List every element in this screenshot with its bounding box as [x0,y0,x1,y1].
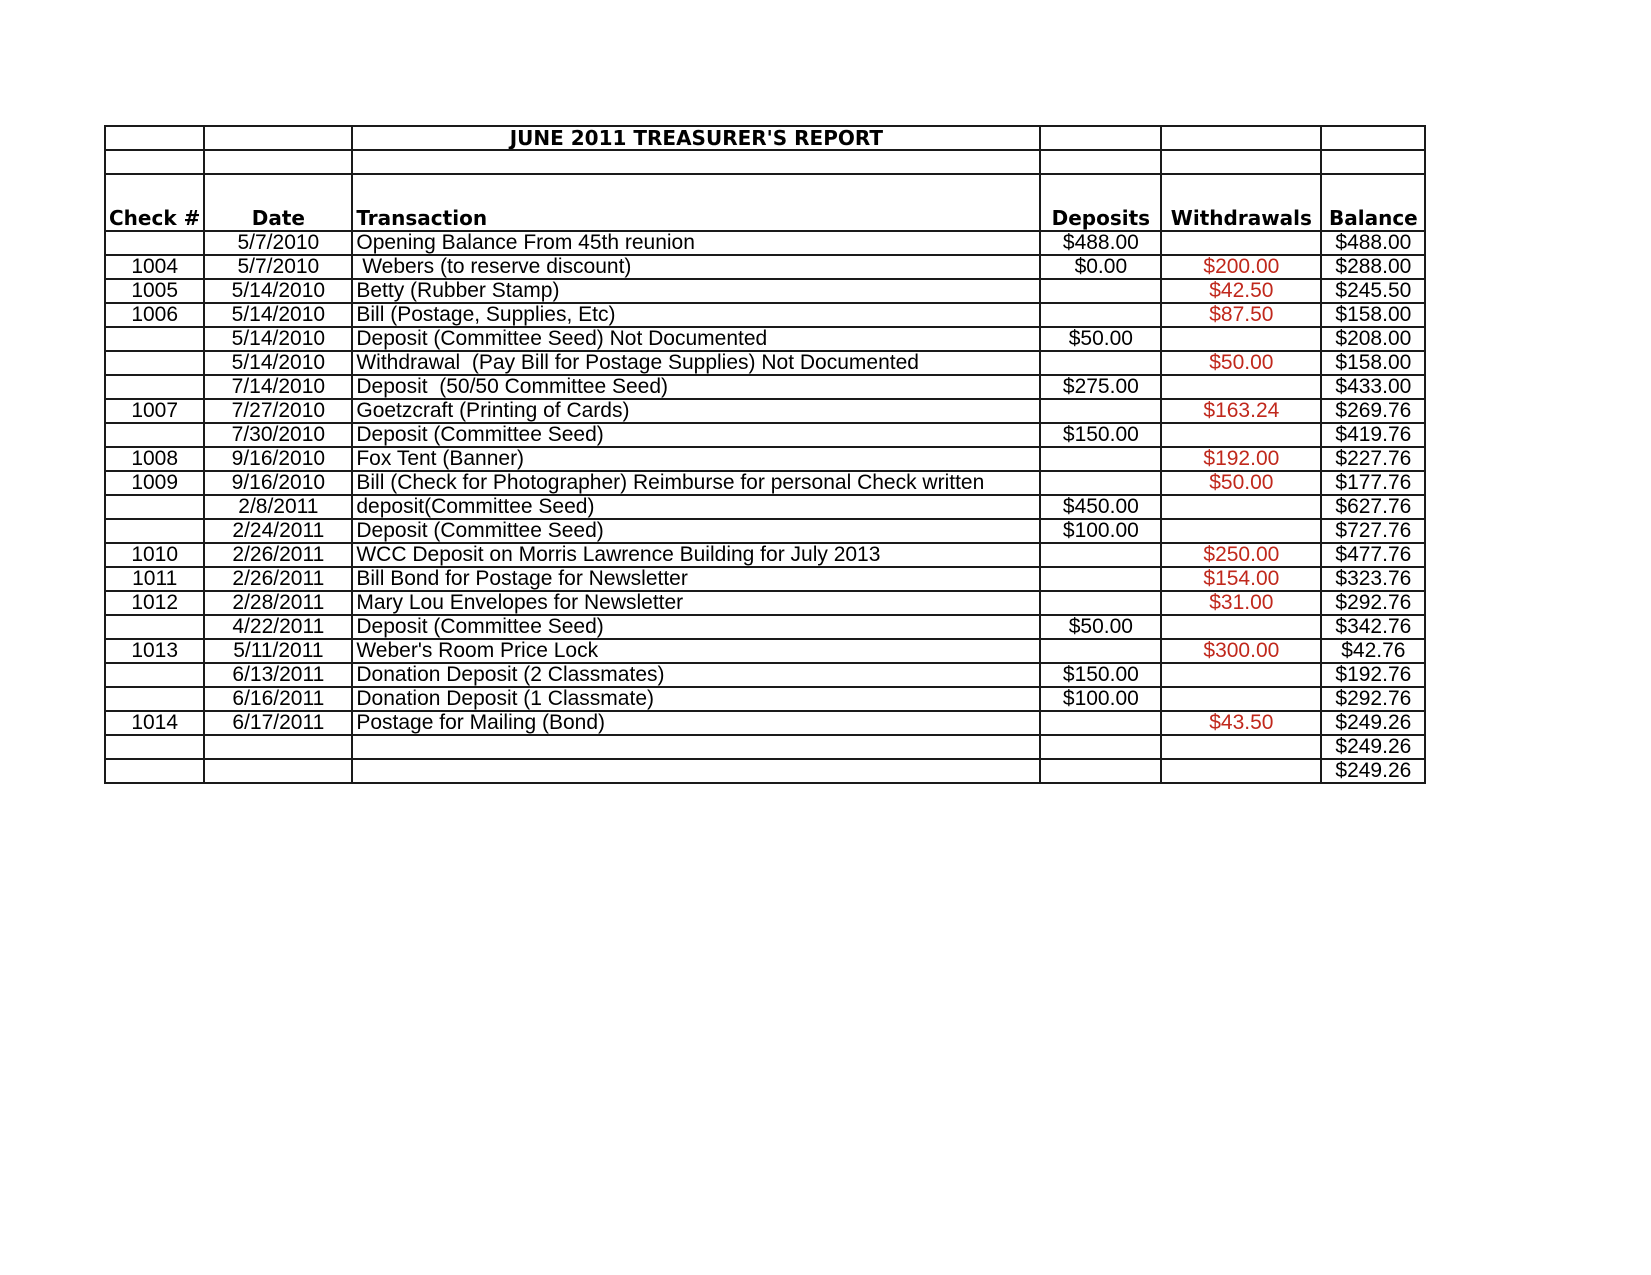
check-number-cell: 1004 [105,255,204,279]
date-cell: 5/14/2010 [204,351,352,375]
deposit-cell [1040,711,1161,735]
check-number-cell [105,423,204,447]
withdrawal-cell [1161,495,1321,519]
withdrawal-cell: $192.00 [1161,447,1321,471]
table-row [105,231,1425,255]
withdrawal-cell [1161,615,1321,639]
withdrawal-cell: $250.00 [1161,543,1321,567]
deposit-cell [1040,567,1161,591]
balance-cell: $292.76 [1321,687,1425,711]
table-row [105,423,1425,447]
withdrawal-cell: $31.00 [1161,591,1321,615]
check-number-cell: 1006 [105,303,204,327]
transaction-cell: Deposit (50/50 Committee Seed) [352,375,1040,399]
deposit-cell [1040,591,1161,615]
table-row [105,399,1425,423]
deposit-cell [1040,399,1161,423]
check-number-cell [105,231,204,255]
withdrawal-cell: $43.50 [1161,711,1321,735]
deposit-cell: $275.00 [1040,375,1161,399]
transaction-cell: deposit(Committee Seed) [352,495,1040,519]
deposit-cell [1040,351,1161,375]
blank-cell [352,150,1040,174]
deposit-cell [1040,471,1161,495]
check-number-cell [105,687,204,711]
withdrawal-cell: $300.00 [1161,639,1321,663]
date-cell: 6/16/2011 [204,687,352,711]
date-cell: 5/7/2010 [204,255,352,279]
balance-cell: $227.76 [1321,447,1425,471]
table-row [105,375,1425,399]
balance-cell: $288.00 [1321,255,1425,279]
table-row [105,615,1425,639]
blank-cell [204,150,352,174]
withdrawal-cell [1161,735,1321,759]
transaction-cell: Bill (Postage, Supplies, Etc) [352,303,1040,327]
balance-cell: $192.76 [1321,663,1425,687]
balance-cell: $433.00 [1321,375,1425,399]
check-number-cell: 1005 [105,279,204,303]
check-number-cell [105,735,204,759]
balance-cell: $177.76 [1321,471,1425,495]
withdrawal-cell: $163.24 [1161,399,1321,423]
withdrawal-cell [1161,231,1321,255]
transaction-cell: Mary Lou Envelopes for Newsletter [352,591,1040,615]
withdrawal-cell [1161,423,1321,447]
table-row [105,327,1425,351]
blank-cell [1161,150,1321,174]
table-row [105,711,1425,735]
header-row [105,174,1425,231]
balance-cell: $488.00 [1321,231,1425,255]
table-row [105,519,1425,543]
deposit-cell: $150.00 [1040,663,1161,687]
report-body [105,126,1425,783]
withdrawal-cell: $42.50 [1161,279,1321,303]
deposit-cell: $100.00 [1040,519,1161,543]
transaction-cell: Deposit (Committee Seed) [352,423,1040,447]
balance-cell: $42.76 [1321,639,1425,663]
check-number-cell [105,351,204,375]
blank-cell [105,150,204,174]
date-cell: 5/7/2010 [204,231,352,255]
balance-cell: $727.76 [1321,519,1425,543]
deposit-cell: $100.00 [1040,687,1161,711]
transaction-cell: WCC Deposit on Morris Lawrence Building for July 2013 [352,543,1040,567]
table-row [105,663,1425,687]
check-number-cell: 1012 [105,591,204,615]
deposit-cell: $50.00 [1040,615,1161,639]
check-number-cell: 1010 [105,543,204,567]
withdrawal-cell [1161,687,1321,711]
balance-cell: $477.76 [1321,543,1425,567]
title-row [105,126,1425,150]
check-number-cell: 1008 [105,447,204,471]
check-number-cell: 1011 [105,567,204,591]
transaction-cell: Deposit (Committee Seed) [352,615,1040,639]
deposit-cell [1040,759,1161,783]
date-cell: 2/24/2011 [204,519,352,543]
date-cell: 6/13/2011 [204,663,352,687]
deposit-cell: $150.00 [1040,423,1161,447]
check-number-cell [105,615,204,639]
table-row [105,687,1425,711]
deposit-cell [1040,303,1161,327]
title-spacer-cell [204,126,352,150]
transaction-cell: Betty (Rubber Stamp) [352,279,1040,303]
date-cell: 2/28/2011 [204,591,352,615]
deposit-cell [1040,279,1161,303]
check-number-cell: 1014 [105,711,204,735]
transaction-cell: Weber's Room Price Lock [352,639,1040,663]
deposit-cell: $0.00 [1040,255,1161,279]
withdrawal-cell [1161,663,1321,687]
transaction-cell: Donation Deposit (2 Classmates) [352,663,1040,687]
transaction-cell: Postage for Mailing (Bond) [352,711,1040,735]
table-row [105,735,1425,759]
header-date: Date [204,174,352,231]
date-cell: 7/30/2010 [204,423,352,447]
transaction-cell: Donation Deposit (1 Classmate) [352,687,1040,711]
check-number-cell [105,495,204,519]
withdrawal-cell: $154.00 [1161,567,1321,591]
transaction-cell: Bill (Check for Photographer) Reimburse for personal Check written [352,471,1040,495]
table-row [105,759,1425,783]
date-cell: 5/11/2011 [204,639,352,663]
date-cell [204,759,352,783]
title-spacer-cell [105,126,204,150]
check-number-cell [105,519,204,543]
transaction-cell: Opening Balance From 45th reunion [352,231,1040,255]
check-number-cell [105,759,204,783]
transaction-cell: Withdrawal (Pay Bill for Postage Supplies) Not Documented [352,351,1040,375]
balance-cell: $342.76 [1321,615,1425,639]
balance-cell: $158.00 [1321,351,1425,375]
date-cell [204,735,352,759]
date-cell: 4/22/2011 [204,615,352,639]
withdrawal-cell [1161,759,1321,783]
table-row [105,591,1425,615]
treasurer-report-table [104,125,1426,784]
header-balance: Balance [1321,174,1425,231]
deposit-cell: $450.00 [1040,495,1161,519]
transaction-cell: Deposit (Committee Seed) Not Documented [352,327,1040,351]
date-cell: 9/16/2010 [204,447,352,471]
transaction-cell: Webers (to reserve discount) [352,255,1040,279]
transaction-cell: Fox Tent (Banner) [352,447,1040,471]
deposit-cell: $50.00 [1040,327,1161,351]
header-transaction: Transaction [352,174,1040,231]
withdrawal-cell [1161,375,1321,399]
blank-cell [1321,150,1425,174]
blank-row [105,150,1425,174]
balance-cell: $627.76 [1321,495,1425,519]
table-row [105,471,1425,495]
table-row [105,567,1425,591]
balance-cell: $292.76 [1321,591,1425,615]
check-number-cell [105,327,204,351]
withdrawal-cell: $200.00 [1161,255,1321,279]
transaction-cell: Bill Bond for Postage for Newsletter [352,567,1040,591]
report-title: JUNE 2011 TREASURER'S REPORT [352,126,1040,150]
date-cell: 5/14/2010 [204,279,352,303]
withdrawal-cell: $87.50 [1161,303,1321,327]
blank-cell [1040,150,1161,174]
table-row [105,351,1425,375]
withdrawal-cell: $50.00 [1161,351,1321,375]
transaction-cell: Deposit (Committee Seed) [352,519,1040,543]
table-row [105,639,1425,663]
deposit-cell [1040,639,1161,663]
deposit-cell: $488.00 [1040,231,1161,255]
table-row [105,495,1425,519]
transaction-cell [352,735,1040,759]
balance-cell: $323.76 [1321,567,1425,591]
date-cell: 2/26/2011 [204,543,352,567]
withdrawal-cell [1161,327,1321,351]
check-number-cell: 1009 [105,471,204,495]
date-cell: 2/26/2011 [204,567,352,591]
check-number-cell [105,375,204,399]
check-number-cell: 1007 [105,399,204,423]
header-deposits: Deposits [1040,174,1161,231]
check-number-cell: 1013 [105,639,204,663]
withdrawal-cell [1161,519,1321,543]
title-spacer-cell [1161,126,1321,150]
transaction-cell: Goetzcraft (Printing of Cards) [352,399,1040,423]
header-check: Check # [105,174,204,231]
deposit-cell [1040,447,1161,471]
balance-cell: $269.76 [1321,399,1425,423]
date-cell: 6/17/2011 [204,711,352,735]
balance-cell: $249.26 [1321,735,1425,759]
check-number-cell [105,663,204,687]
withdrawal-cell: $50.00 [1161,471,1321,495]
deposit-cell [1040,543,1161,567]
balance-cell: $158.00 [1321,303,1425,327]
balance-cell: $249.26 [1321,759,1425,783]
balance-cell: $249.26 [1321,711,1425,735]
date-cell: 9/16/2010 [204,471,352,495]
title-spacer-cell [1321,126,1425,150]
table-row [105,255,1425,279]
balance-cell: $419.76 [1321,423,1425,447]
deposit-cell [1040,735,1161,759]
table-row [105,543,1425,567]
date-cell: 5/14/2010 [204,303,352,327]
table-row [105,303,1425,327]
date-cell: 7/27/2010 [204,399,352,423]
date-cell: 2/8/2011 [204,495,352,519]
table-row [105,279,1425,303]
balance-cell: $208.00 [1321,327,1425,351]
table-row [105,447,1425,471]
title-spacer-cell [1040,126,1161,150]
date-cell: 7/14/2010 [204,375,352,399]
balance-cell: $245.50 [1321,279,1425,303]
transaction-cell [352,759,1040,783]
date-cell: 5/14/2010 [204,327,352,351]
header-withdrawals: Withdrawals [1161,174,1321,231]
